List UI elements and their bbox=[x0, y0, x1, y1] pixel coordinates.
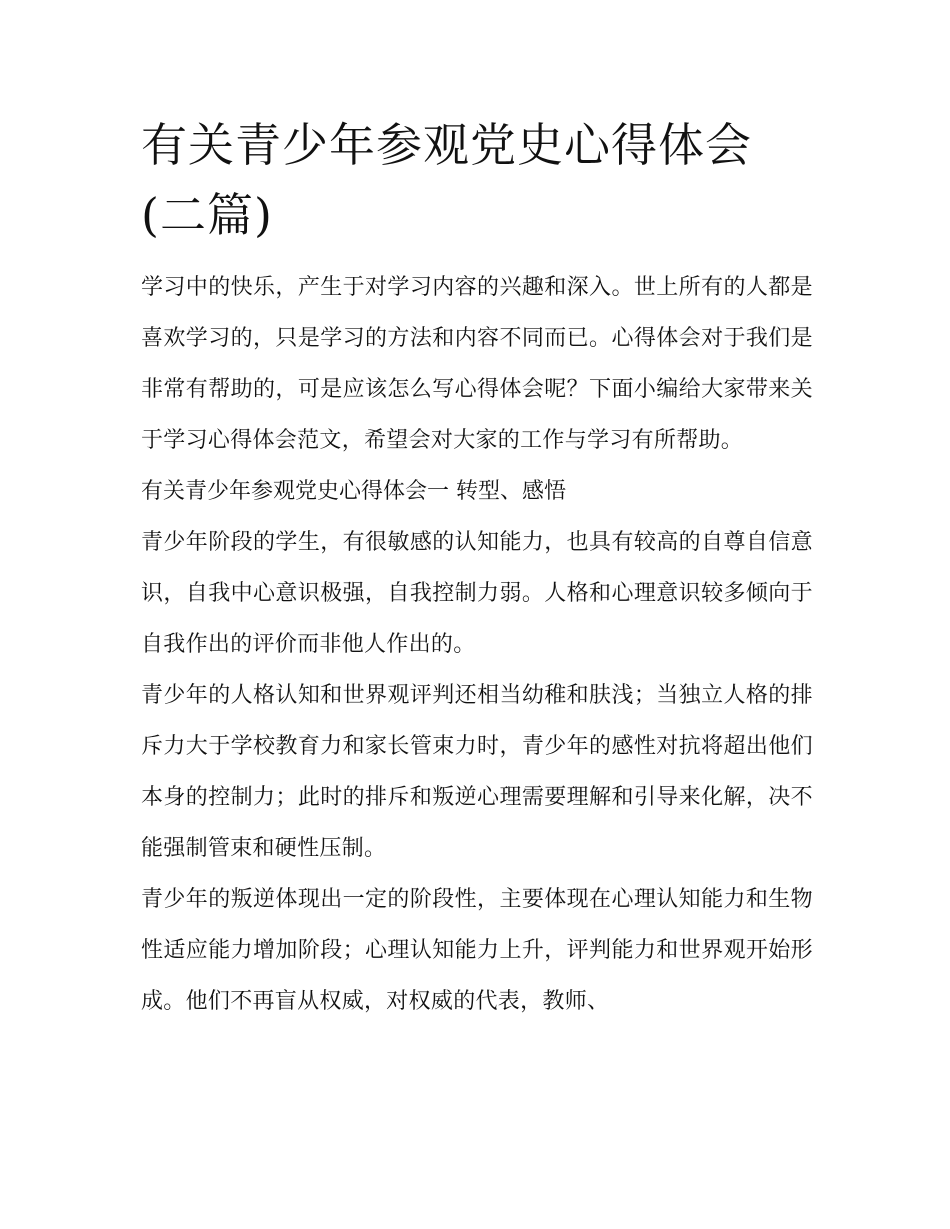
body-paragraph: 青少年阶段的学生，有很敏感的认知能力，也具有较高的自尊自信意识，自我中心意识极强，自我控制力弱。人格和心理意识较多倾向于自我作出的评价而非他人作出的。 bbox=[141, 530, 813, 657]
body-paragraph: 青少年的叛逆体现出一定的阶段性，主要体现在心理认知能力和生物性适应能力增加阶段；心理认知能力上升，评判能力和世界观开始形成。他们不再盲从权威，对权威的代表，教师、 bbox=[141, 887, 813, 1014]
intro-paragraph: 学习中的快乐，产生于对学习内容的兴趣和深入。世上所有的人都是喜欢学习的，只是学习的方法和内容不同而已。心得体会对于我们是非常有帮助的，可是应该怎么写心得体会呢？下面小编给大家带来关于学习心得体会范文，希望会对大家的工作与学习有所帮助。 bbox=[141, 275, 813, 453]
body-paragraph: 青少年的人格认知和世界观评判还相当幼稚和肤浅；当独立人格的排斥力大于学校教育力和家长管束力时，青少年的感性对抗将超出他们本身的控制力；此时的排斥和叛逆心理需要理解和引导来化解，决不能强制管束和硬性压制。 bbox=[141, 683, 813, 861]
section-heading: 有关青少年参观党史心得体会一 转型、感悟 bbox=[141, 479, 566, 504]
document-title: 有关青少年参观党史心得体会(二篇) bbox=[141, 118, 752, 242]
document-page bbox=[141, 110, 813, 1027]
